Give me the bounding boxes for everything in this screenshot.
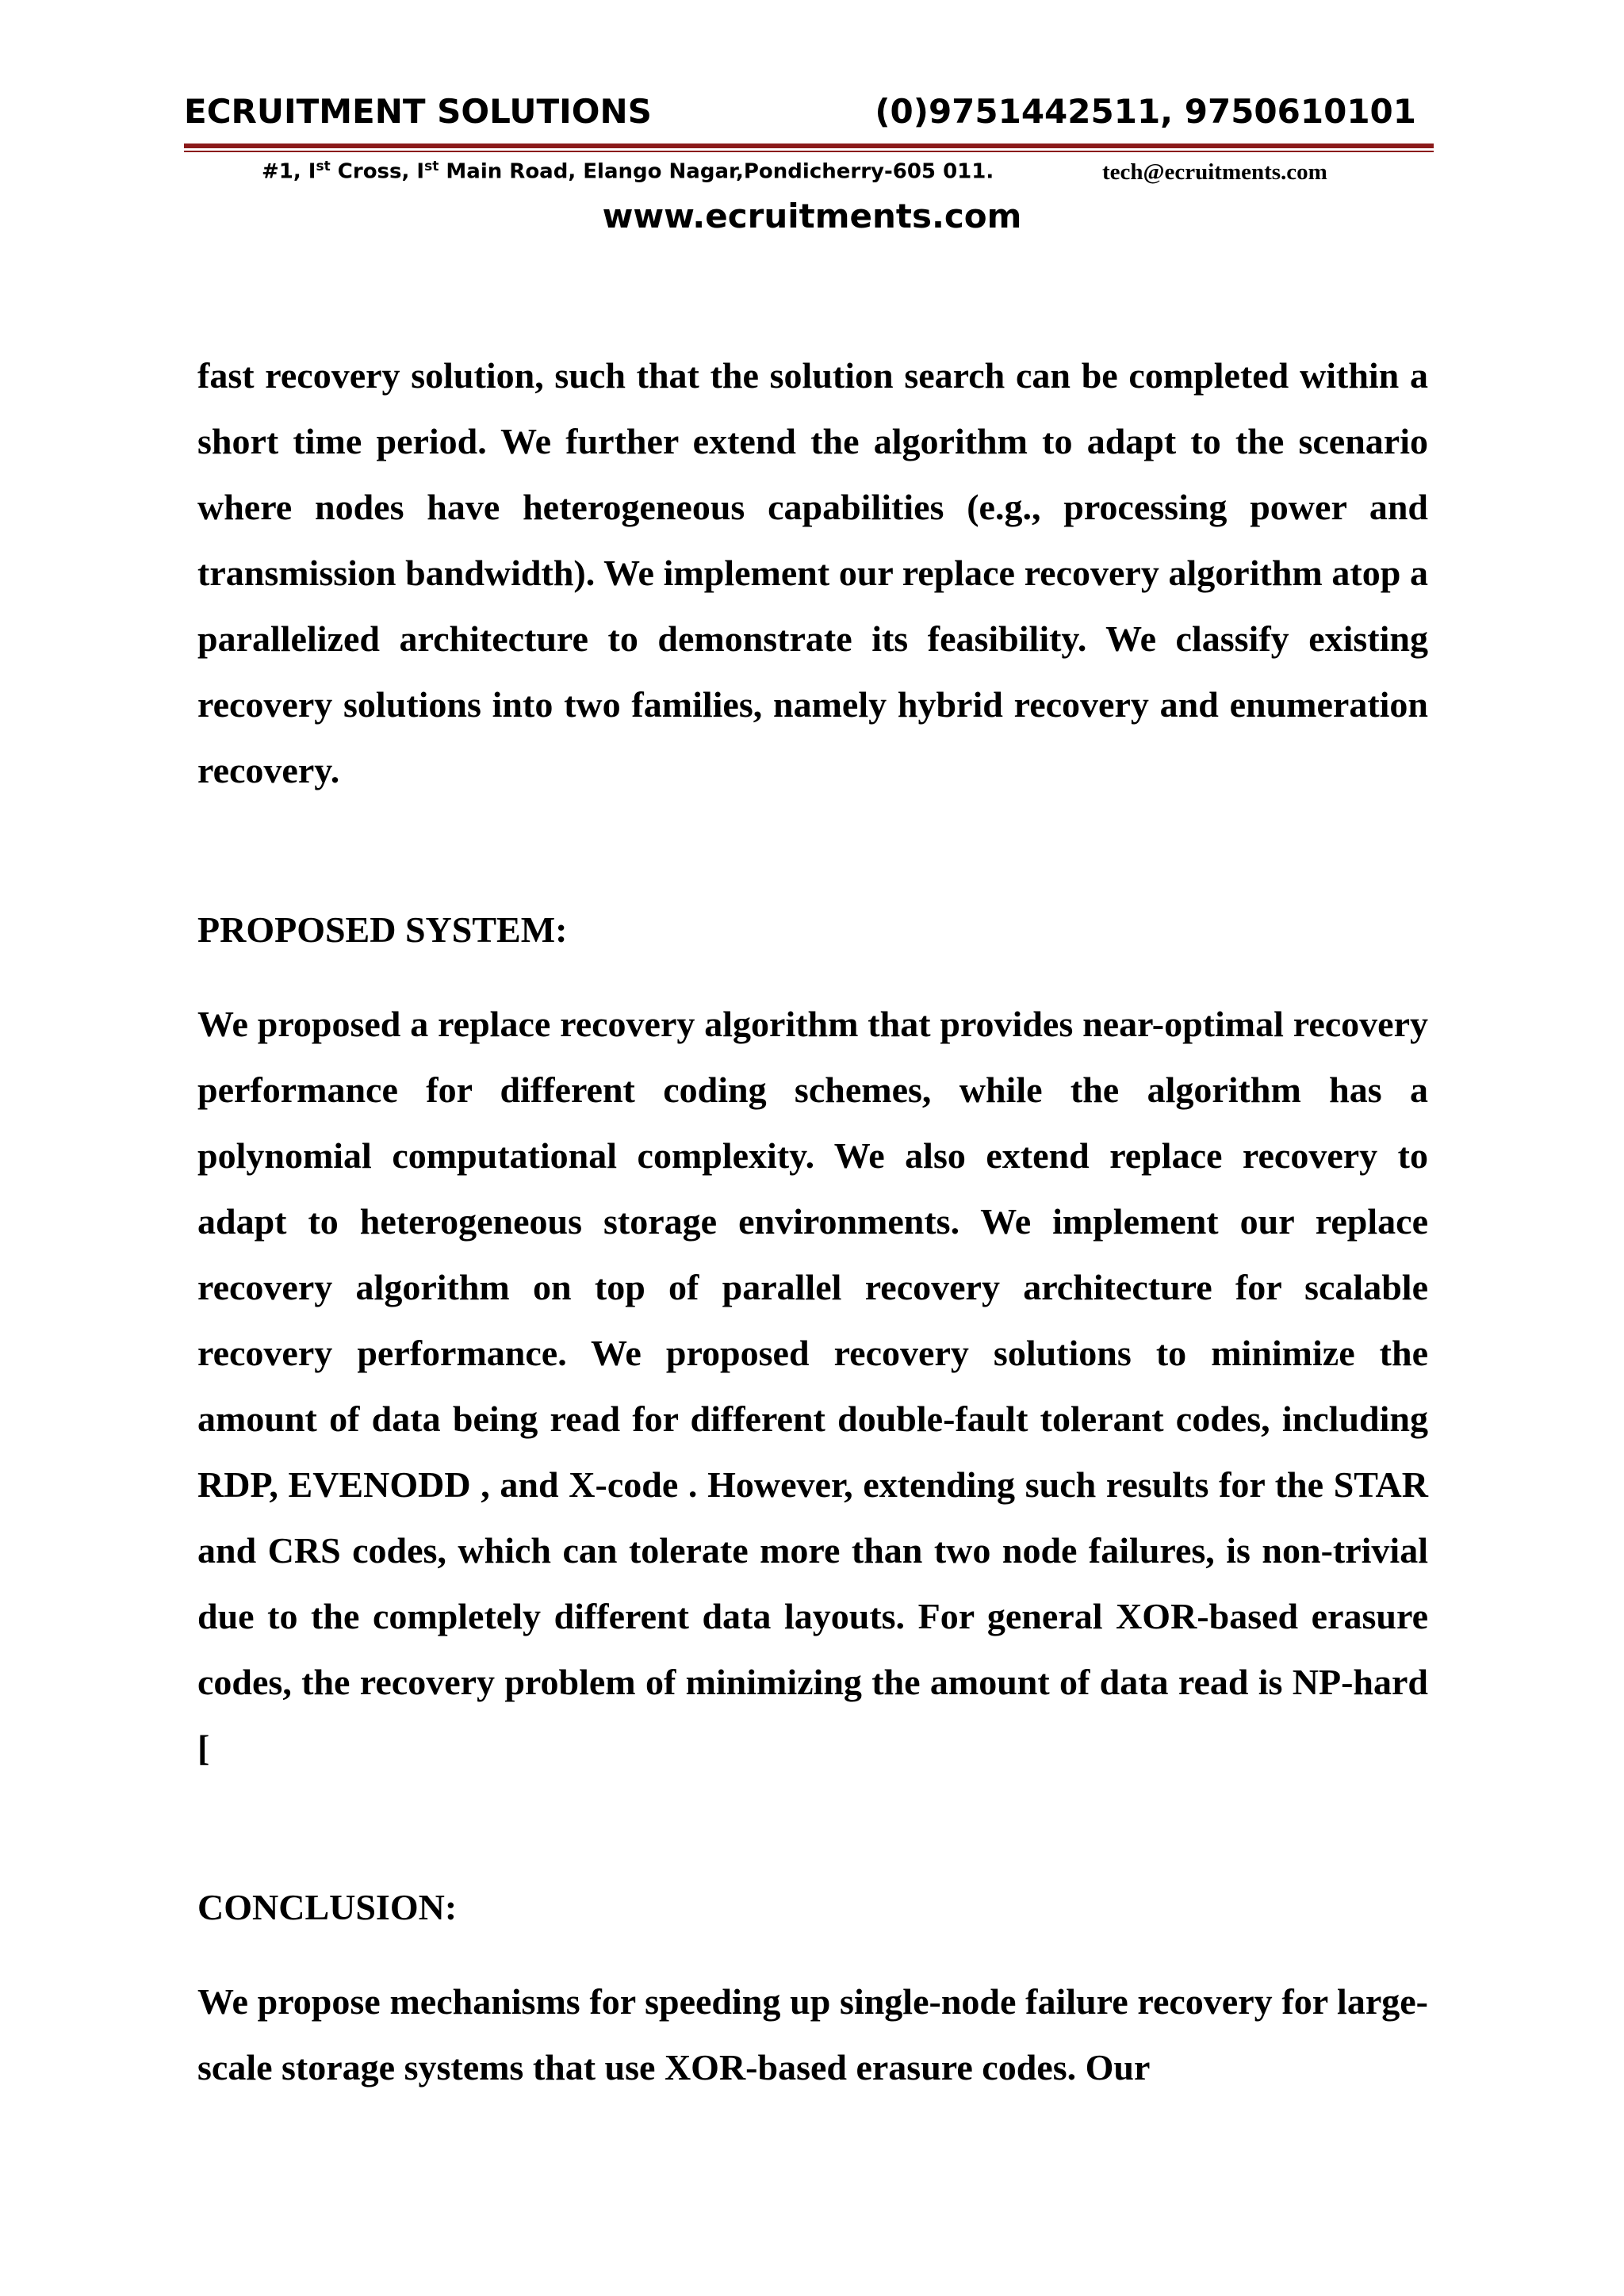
conclusion-paragraph: We propose mechanisms for speeding up single-node failure recovery for large-scale storage systems that use XOR-based erasure codes. Our (197, 1981, 1428, 2087)
proposed-system-paragraph: We proposed a replace recovery algorithm that provides near-optimal recovery performance for different coding schemes, while the algorithm has a polynomial computational complexity. We also extend replace recovery to adapt to heterogeneous storage environments. We implement our replace recovery algorithm on top of parallel recovery architecture for scalable recovery performance. We proposed recovery solutions to minimize the amount of data being read for different double-fault tolerant codes, including RDP, EVENODD , and X-code . However, extending such results for the STAR and CRS codes, which can tolerate more than two node failures, is non-trivial due to the completely different data layouts. For general XOR-based erasure codes, the recovery problem of minimizing the amount of data read is NP-hard [ (197, 1004, 1428, 1768)
address-sup-2: st (424, 159, 439, 174)
company-email: tech@ecruitments.com (1102, 159, 1327, 185)
address-part-3: Main Road, Elango Nagar,Pondicherry-605 011. (439, 159, 994, 184)
spacer (197, 803, 1428, 897)
header-rule-thick (184, 144, 1434, 148)
address-sup-1: st (316, 159, 331, 174)
company-name: ECRUITMENT SOLUTIONS (184, 92, 652, 131)
conclusion-heading: CONCLUSION: (197, 1887, 458, 1927)
company-phone: (0)9751442511, 9750610101 (875, 92, 1416, 131)
address-part-1: #1, I (262, 159, 316, 184)
company-website: www.ecruitments.com (602, 197, 1022, 235)
proposed-system-heading: PROPOSED SYSTEM: (197, 909, 568, 950)
intro-paragraph: fast recovery solution, such that the solution search can be completed within a short time period. We further extend the algorithm to adapt to the scenario where nodes have heterogeneous capabilities (e.g., processing power and transmission bandwidth). We implement our replace recovery algorithm atop a parallelized architecture to demonstrate its feasibility. We classify existing recovery solutions into two families, namely hybrid recovery and enumeration recovery. (197, 355, 1428, 790)
spacer (197, 1781, 1428, 1874)
header-rule-thin (184, 151, 1434, 152)
address-part-2: Cross, I (330, 159, 425, 184)
document-body (197, 342, 1428, 2100)
spacer (197, 1940, 1428, 1969)
company-address (262, 159, 994, 185)
spacer (197, 962, 1428, 991)
